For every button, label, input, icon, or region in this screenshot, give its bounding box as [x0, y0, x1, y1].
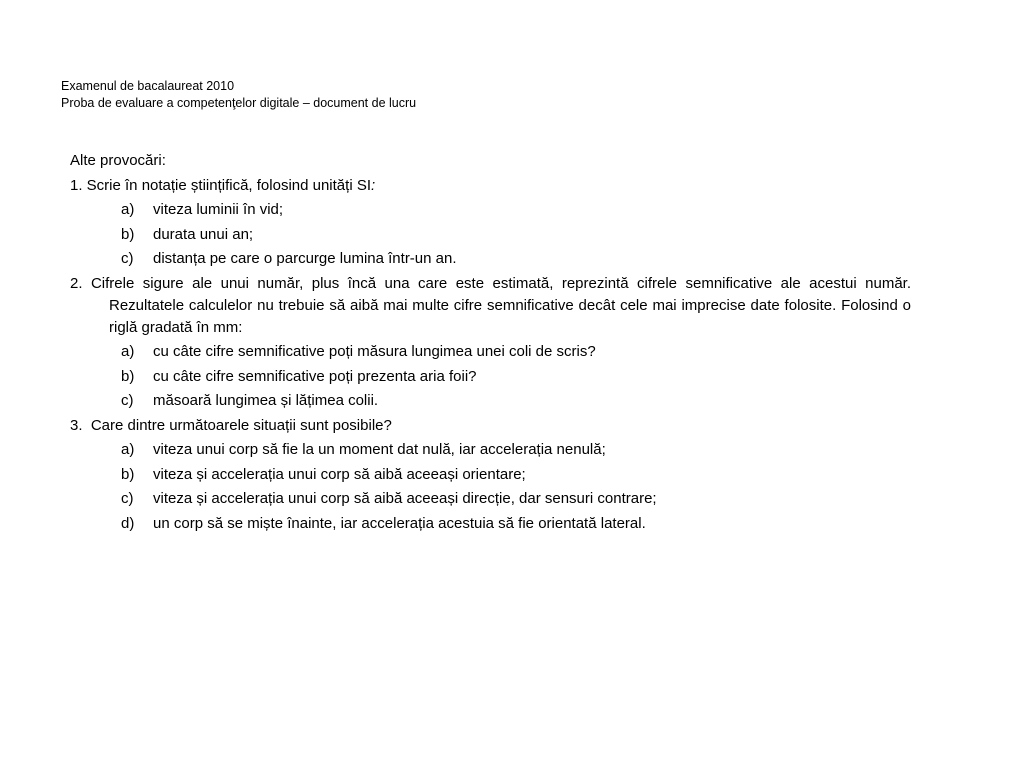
question-1-item-b	[70, 224, 911, 246]
question-2-item-b	[70, 366, 911, 388]
item-marker: c)	[121, 250, 134, 267]
item-text: un corp să se miște înainte, iar accelerația acestuia să fie orientată lateral.	[153, 514, 646, 532]
item-marker: a)	[121, 441, 135, 458]
question-1-colon: :	[371, 176, 376, 194]
question-3-item-c	[70, 488, 911, 510]
question-3-item-a	[70, 439, 911, 461]
item-text: măsoară lungimea și lățimea colii.	[153, 392, 379, 409]
item-marker: c)	[121, 490, 134, 507]
question-1-item-c	[70, 248, 911, 270]
question-3: 3. Care dintre următoarele situații sunt posibile?	[70, 416, 392, 434]
item-text: viteza unui corp să fie la un moment dat nulă, iar accelerația nenulă;	[153, 441, 606, 458]
item-text: cu câte cifre semnificative poți măsura lungimea unei coli de scris?	[153, 343, 596, 360]
item-text: durata unui an;	[153, 225, 254, 243]
question-3-item-d	[70, 513, 911, 535]
exam-title: Examenul de bacalaureat 2010	[61, 79, 235, 93]
item-marker: d)	[121, 514, 135, 532]
item-text: viteza și accelerația unui corp să aibă aceeași orientare;	[153, 465, 526, 483]
item-text: cu câte cifre semnificative poți prezenta aria foii?	[153, 367, 477, 385]
document-body	[70, 150, 911, 537]
item-marker: b)	[121, 225, 135, 243]
intro-heading: Alte provocări:	[70, 152, 166, 169]
question-1-item-a	[70, 199, 911, 221]
item-text: viteza luminii în vid;	[153, 201, 284, 218]
question-1-text: 1. Scrie în notație științifică, folosind unități SI	[70, 176, 371, 194]
question-3-item-b	[70, 464, 911, 486]
item-marker: a)	[121, 201, 135, 218]
exam-subtitle: Proba de evaluare a competenţelor digitale – document de lucru	[61, 96, 417, 110]
question-2-item-c	[70, 390, 911, 412]
question-2-item-a	[70, 341, 911, 363]
item-text: viteza și accelerația unui corp să aibă aceeași direcție, dar sensuri contrare;	[153, 490, 657, 507]
item-marker: b)	[121, 367, 135, 385]
item-marker: a)	[121, 343, 135, 360]
question-2: 2. Cifrele sigure ale unui număr, plus încă una care este estimată, reprezintă cifrele semnificative ale acestui număr. Rezultatele calculelor nu trebuie să aibă mai multe cifre semnificative decât cele mai imprecise date folosite. Folosind o riglă gradată în mm:	[70, 274, 911, 336]
item-text: distanța pe care o parcurge lumina într-un an.	[153, 250, 457, 267]
item-marker: c)	[121, 392, 134, 409]
document-header	[61, 78, 416, 112]
item-marker: b)	[121, 465, 135, 483]
question-1	[70, 175, 911, 197]
